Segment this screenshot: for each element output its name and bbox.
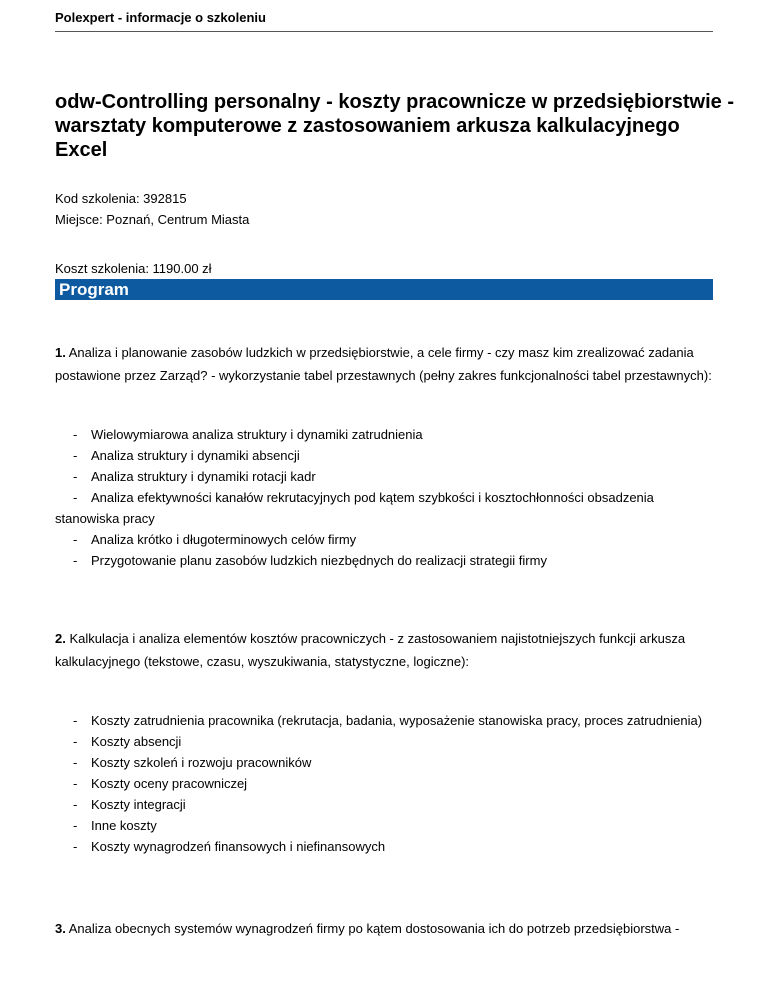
- header-title: Polexpert - informacje o szkoleniu: [55, 10, 266, 25]
- course-cost: Koszt szkolenia: 1190.00 zł: [55, 261, 212, 276]
- program-heading: [55, 279, 713, 300]
- list-dash: -: [73, 532, 78, 547]
- list-item: [55, 752, 715, 773]
- course-code: Kod szkolenia: 392815: [55, 191, 187, 206]
- list-item: [55, 424, 715, 445]
- list-dash: -: [73, 755, 78, 770]
- list-item: [55, 710, 715, 731]
- list-item-text: Koszty szkoleń i rozwoju pracowników: [91, 755, 312, 770]
- list-item: [55, 794, 715, 815]
- list-item-text: Analiza struktury i dynamiki rotacji kadr: [91, 469, 316, 484]
- list-dash: -: [73, 448, 78, 463]
- list-dash: -: [73, 469, 78, 484]
- section-2-text: Kalkulacja i analiza elementów kosztów pracowniczych - z zastosowaniem najistotniejszych funkcji arkusza kalkulacyjnego (tekstowe, czasu, wyszukiwania, statystyczne, logiczne):: [55, 631, 686, 669]
- list-item: [55, 815, 715, 836]
- list-dash: -: [73, 839, 78, 854]
- list-dash: -: [73, 818, 78, 833]
- list-item-text: Analiza krótko i długoterminowych celów firmy: [91, 532, 357, 547]
- list-item: [55, 773, 715, 794]
- list-item-text: Inne koszty: [91, 818, 157, 833]
- section-3-number: 3.: [55, 921, 66, 936]
- list-dash: -: [73, 797, 78, 812]
- list-item: [55, 466, 715, 487]
- list-item-text: Koszty wynagrodzeń finansowych i niefinansowych: [91, 839, 386, 854]
- list-item-text: Koszty zatrudnienia pracownika (rekrutacja, badania, wyposażenie stanowiska pracy, proces zatrudnienia): [91, 713, 703, 728]
- list-dash: -: [73, 713, 78, 728]
- section-2-list: [55, 710, 715, 857]
- list-dash: -: [73, 734, 78, 749]
- list-item: [55, 445, 715, 466]
- list-dash: -: [73, 776, 78, 791]
- section-1-number: 1.: [55, 345, 66, 360]
- section-1-intro: [55, 341, 715, 387]
- list-item-text: Analiza struktury i dynamiki absencji: [91, 448, 300, 463]
- list-dash: -: [73, 427, 78, 442]
- section-3-text: Analiza obecnych systemów wynagrodzeń firmy po kątem dostosowania ich do potrzeb przedsiębiorstwa -: [68, 921, 680, 936]
- list-item: [55, 731, 715, 752]
- list-item: [55, 836, 715, 857]
- list-item-text: Przygotowanie planu zasobów ludzkich niezbędnych do realizacji strategii firmy: [91, 553, 547, 568]
- list-item-text: Koszty absencji: [91, 734, 182, 749]
- section-1-text: Analiza i planowanie zasobów ludzkich w przedsiębiorstwie, a cele firmy - czy masz kim zrealizować zadania postawione przez Zarząd? - wykorzystanie tabel przestawnych (pełny zakres funkcjonalności tabel przestawnych):: [55, 345, 712, 383]
- list-item: [55, 487, 715, 529]
- section-2-intro: [55, 627, 715, 673]
- list-item-text: Koszty integracji: [91, 797, 186, 812]
- list-item: [55, 529, 715, 550]
- course-place: Miejsce: Poznań, Centrum Miasta: [55, 212, 250, 227]
- list-item: [55, 550, 715, 571]
- section-3-intro: [55, 917, 715, 940]
- program-heading-text: Program: [59, 280, 129, 299]
- list-dash: -: [73, 490, 78, 505]
- document-header: [55, 10, 713, 32]
- list-item-text: Analiza efektywności kanałów rekrutacyjnych pod kątem szybkości i kosztochłonności obsadzenia stanowiska pracy: [55, 490, 654, 526]
- course-title: odw-Controlling personalny - koszty pracownicze w przedsiębiorstwie - warsztaty komputerowe z zastosowaniem arkusza kalkulacyjnego Excel: [55, 91, 734, 161]
- list-dash: -: [73, 553, 78, 568]
- list-item-text: Koszty oceny pracowniczej: [91, 776, 248, 791]
- section-2-number: 2.: [55, 631, 66, 646]
- section-1-list: [55, 424, 715, 571]
- list-item-text: Wielowymiarowa analiza struktury i dynamiki zatrudnienia: [91, 427, 423, 442]
